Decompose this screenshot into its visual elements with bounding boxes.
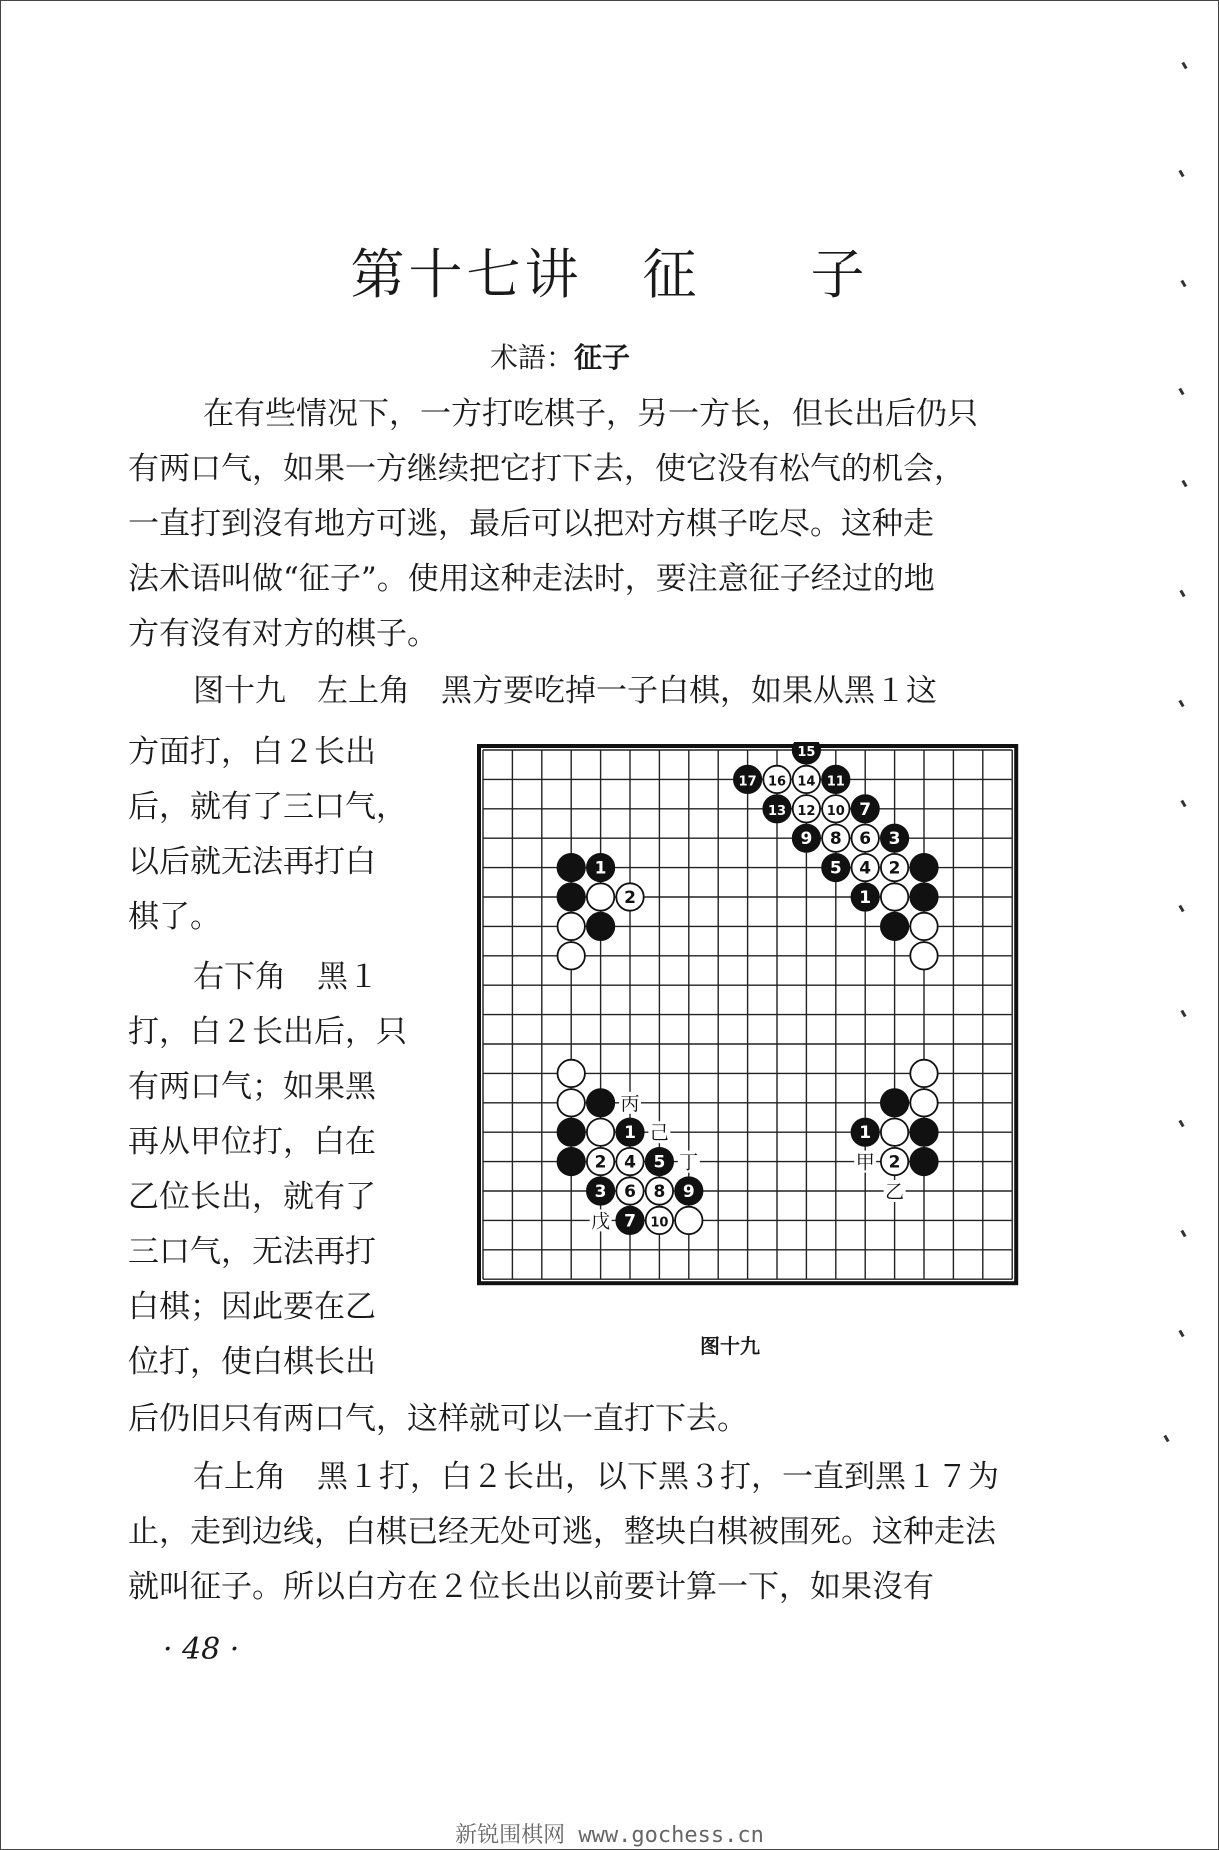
black-stone bbox=[587, 1089, 614, 1116]
white-stone bbox=[881, 883, 908, 910]
side-text-line: 方面打，白２长出 bbox=[128, 734, 376, 770]
stone-move-number: 3 bbox=[888, 829, 901, 850]
side-text-line: 有两口气；如果黑 bbox=[128, 1069, 376, 1105]
stone-move-number: 3 bbox=[594, 1182, 607, 1202]
point-label: 丁 bbox=[679, 1151, 699, 1174]
black-stone bbox=[910, 883, 937, 910]
white-stone bbox=[558, 1089, 585, 1116]
chapter-number: 第十七讲 bbox=[350, 243, 583, 306]
white-stone bbox=[675, 1207, 702, 1234]
stone-move-number: 4 bbox=[624, 1152, 636, 1173]
side-text-line: 以后就无法再打白 bbox=[128, 844, 376, 880]
stone-move-number: 6 bbox=[624, 1182, 636, 1202]
stone-move-number: 7 bbox=[624, 1211, 636, 1232]
black-stone bbox=[881, 913, 908, 940]
stone-move-number: 9 bbox=[682, 1182, 695, 1202]
stone-move-number: 12 bbox=[797, 803, 816, 819]
white-stone bbox=[910, 913, 937, 940]
point-label: 甲 bbox=[855, 1151, 875, 1174]
text-line: 后仍旧只有两口气，这样就可以一直打下去。 bbox=[128, 1401, 748, 1437]
side-text-line: 白棋；因此要在乙 bbox=[128, 1289, 376, 1325]
point-label: 戊 bbox=[591, 1210, 611, 1233]
page-number: · 48 · bbox=[163, 1632, 240, 1667]
stone-move-number: 8 bbox=[653, 1182, 666, 1202]
stone-move-number: 2 bbox=[888, 858, 901, 879]
white-stone bbox=[587, 1119, 614, 1146]
side-text-line: 打，白２长出后，只 bbox=[128, 1014, 407, 1050]
stone-move-number: 1 bbox=[859, 1123, 872, 1144]
watermark-footer: 新锐围棋网 www.gochess.cn bbox=[455, 1823, 764, 1848]
stone-move-number: 7 bbox=[859, 799, 872, 820]
term-label: 术語： bbox=[490, 341, 575, 374]
chapter-title bbox=[0, 232, 1219, 309]
black-stone bbox=[881, 1089, 908, 1116]
stone-move-number: 2 bbox=[888, 1152, 901, 1173]
stone-move-number: 10 bbox=[826, 803, 845, 819]
stone-move-number: 10 bbox=[650, 1215, 669, 1231]
stone-move-number: 11 bbox=[826, 774, 845, 790]
text-line: 止，走到边线，白棋已经无处可逃，整块白棋被围死。这种走法 bbox=[128, 1514, 996, 1550]
stone-move-number: 17 bbox=[738, 774, 757, 790]
white-stone bbox=[910, 1060, 937, 1087]
stone-move-number: 16 bbox=[767, 774, 787, 790]
black-stone bbox=[910, 1148, 937, 1175]
stone-move-number: 2 bbox=[594, 1152, 607, 1173]
black-stone bbox=[910, 1119, 937, 1146]
black-stone bbox=[558, 854, 585, 881]
title-char-2: 子 bbox=[810, 243, 869, 306]
text-line: 方有沒有对方的棋子。 bbox=[128, 616, 438, 652]
black-stone bbox=[558, 1148, 585, 1175]
stone-move-number: 9 bbox=[800, 829, 813, 850]
stone-move-number: 5 bbox=[829, 858, 842, 879]
text-line: 有两口气，如果一方继续把它打下去，使它没有松气的机会， bbox=[128, 451, 965, 487]
white-stone bbox=[881, 1119, 908, 1146]
stone-move-number: 8 bbox=[829, 829, 842, 850]
point-label: 丙 bbox=[620, 1092, 640, 1115]
black-stone bbox=[558, 883, 585, 910]
term-line bbox=[490, 336, 630, 376]
text-line: 右上角 黑１打，白２长出，以下黑３打，一直到黑１７为 bbox=[193, 1459, 999, 1495]
stone-move-number: 1 bbox=[624, 1123, 636, 1144]
white-stone bbox=[587, 883, 614, 910]
text-line: 法术语叫做“征子”。使用这种走法时，要注意征子经过的地 bbox=[128, 561, 935, 597]
side-text-line: 位打，使白棋长出 bbox=[128, 1344, 376, 1380]
white-stone bbox=[558, 1060, 585, 1087]
stone-move-number: 4 bbox=[859, 858, 872, 879]
side-text-line: 乙位长出，就有了 bbox=[128, 1179, 376, 1215]
title-char-1: 征 bbox=[642, 243, 701, 306]
point-label: 乙 bbox=[885, 1181, 905, 1203]
white-stone bbox=[558, 942, 585, 969]
white-stone bbox=[910, 942, 937, 969]
text-line: 图十九 左上角 黑方要吃掉一子白棋，如果从黑１这 bbox=[193, 673, 937, 709]
text-line: 就叫征子。所以白方在２位长出以前要计算一下，如果沒有 bbox=[128, 1569, 934, 1605]
go-board-diagram bbox=[475, 742, 1025, 1302]
figure-caption: 图十九 bbox=[700, 1334, 760, 1358]
stone-move-number: 1 bbox=[859, 888, 872, 908]
stone-move-number: 5 bbox=[653, 1152, 666, 1173]
side-text-line: 右下角 黑１ bbox=[193, 959, 379, 995]
stone-move-number: 13 bbox=[767, 803, 787, 819]
point-label: 己 bbox=[649, 1122, 669, 1145]
stone-move-number: 6 bbox=[859, 829, 872, 850]
side-text-line: 后，就有了三口气， bbox=[128, 789, 407, 825]
stone-move-number: 14 bbox=[797, 774, 816, 790]
black-stone bbox=[910, 854, 937, 881]
stone-move-number: 1 bbox=[594, 858, 607, 879]
side-text-line: 三口气，无法再打 bbox=[128, 1234, 376, 1270]
white-stone bbox=[910, 1089, 937, 1116]
white-stone bbox=[558, 913, 585, 940]
black-stone bbox=[558, 1119, 585, 1146]
text-line: 一直打到沒有地方可逃，最后可以把对方棋子吃尽。这种走 bbox=[128, 506, 934, 542]
text-line: 在有些情况下，一方打吃棋子，另一方长，但长出后仍只 bbox=[203, 396, 978, 432]
black-stone bbox=[587, 913, 614, 940]
side-text-line: 棋了。 bbox=[128, 899, 221, 935]
term-value: 征子 bbox=[574, 341, 631, 374]
stone-move-number: 2 bbox=[624, 888, 636, 908]
side-text-line: 再从甲位打，白在 bbox=[128, 1124, 376, 1160]
stone-move-number: 15 bbox=[797, 745, 816, 760]
